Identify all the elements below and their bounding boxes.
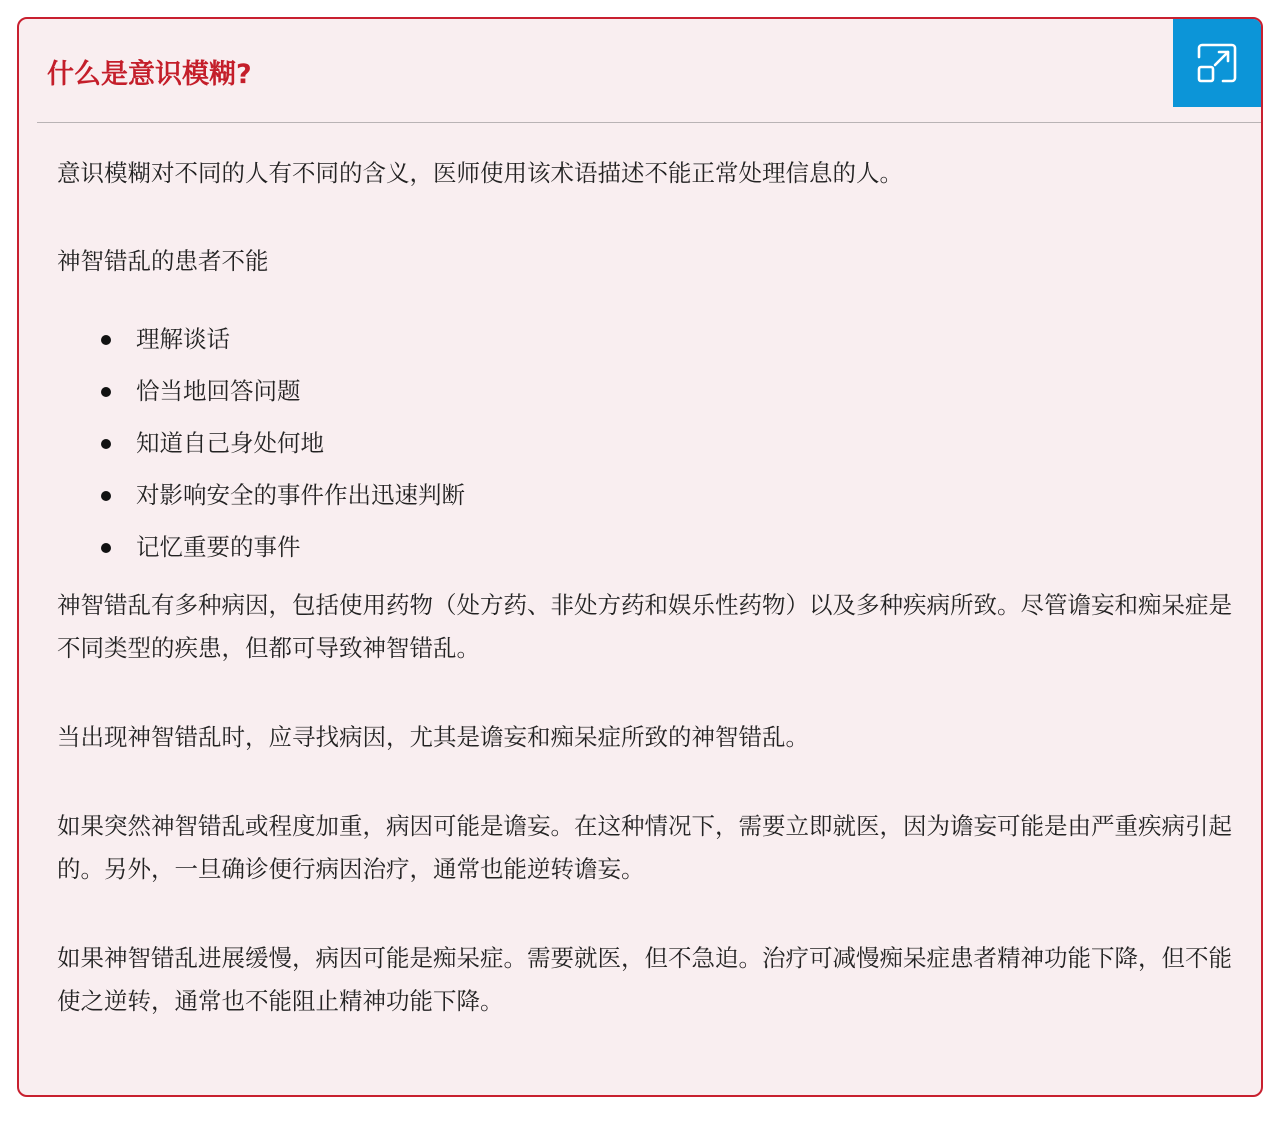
find-cause-paragraph: 当出现神智错乱时，应寻找病因，尤其是谵妄和痴呆症所致的神智错乱。 (57, 723, 809, 751)
bullet-icon (101, 387, 111, 397)
list-item (57, 370, 1239, 422)
sudden-onset-paragraph: 如果突然神智错乱或程度加重，病因可能是谵妄。在这种情况下，需要立即就医，因为谵妄可能是由严重疾病引起的。另外，一旦确诊便行病因治疗，通常也能逆转谵妄。 (57, 812, 1232, 883)
intro-paragraph: 意识模糊对不同的人有不同的含义，医师使用该术语描述不能正常处理信息的人。 (57, 159, 903, 187)
card-header (19, 19, 1261, 123)
list-item-text: 知道自己身处何地 (136, 429, 324, 457)
card-title: 什么是意识模糊? (47, 59, 252, 90)
causes-paragraph: 神智错乱有多种病因，包括使用药物（处方药、非处方药和娱乐性药物）以及多种疾病所致。尽管谵妄和痴呆症是不同类型的疾患，但都可导致神智错乱。 (57, 591, 1232, 662)
list-item (57, 318, 1239, 370)
list-item (57, 526, 1239, 578)
slow-onset-paragraph: 如果神智错乱进展缓慢，病因可能是痴呆症。需要就医，但不急迫。治疗可减慢痴呆症患者精神功能下降，但不能使之逆转，通常也不能阻止精神功能下降。 (57, 944, 1232, 1015)
list-item-text: 记忆重要的事件 (136, 533, 301, 561)
bullet-icon (101, 335, 111, 345)
bullet-icon (101, 543, 111, 553)
list-item-text: 对影响安全的事件作出迅速判断 (136, 481, 465, 509)
symptom-list (57, 318, 1239, 578)
expand-icon (1196, 42, 1238, 84)
list-item (57, 422, 1239, 474)
bullet-icon (101, 491, 111, 501)
bullet-icon (101, 439, 111, 449)
list-item-text: 理解谈话 (136, 325, 230, 353)
list-item (57, 474, 1239, 526)
lead-paragraph: 神智错乱的患者不能 (57, 247, 269, 275)
expand-button[interactable] (1173, 19, 1261, 107)
info-card (17, 17, 1263, 1097)
list-item-text: 恰当地回答问题 (136, 377, 301, 405)
card-body (57, 123, 1239, 1023)
